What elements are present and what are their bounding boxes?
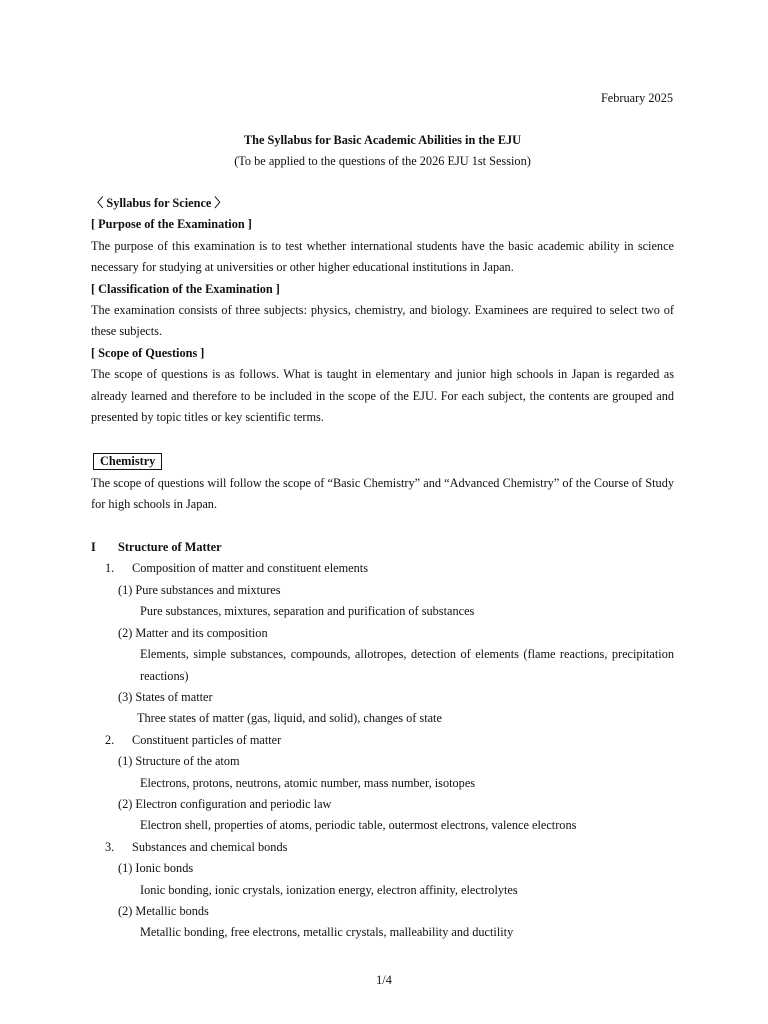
- sub-item-title: (2) Metallic bonds: [118, 903, 209, 918]
- purpose-text: The purpose of this examination is to test whether international students have the basic academic ability in science necessary for studying at universities or other higher educational institutions in Japan.: [91, 238, 674, 275]
- classification-text: The examination consists of three subjects: physics, chemistry, and biology. Examinees are required to select two of these subjects.: [91, 303, 674, 339]
- page-number: 1/4: [376, 973, 392, 987]
- classification-heading: [ Classification of the Examination ]: [91, 281, 280, 296]
- scope-heading: [ Scope of Questions ]: [91, 345, 205, 360]
- title-block: [91, 130, 674, 173]
- sub-item-title: (1) Pure substances and mixtures: [118, 582, 281, 597]
- sub-item-content: Electrons, protons, neutrons, atomic number, mass number, isotopes: [140, 775, 476, 790]
- list-item: [91, 837, 674, 858]
- section-heading: [91, 537, 674, 558]
- list-item: [91, 730, 674, 751]
- section-title: Structure of Matter: [118, 540, 222, 555]
- document-subtitle: (To be applied to the questions of the 2026 EJU 1st Session): [234, 154, 531, 169]
- document-title: The Syllabus for Basic Academic Abilities in the EJU: [243, 133, 522, 147]
- sub-item-title: (1) Structure of the atom: [118, 754, 240, 769]
- spacer: [91, 428, 674, 449]
- sub-item-content: Three states of matter (gas, liquid, and solid), changes of state: [137, 711, 442, 726]
- subject-label: Chemistry: [93, 453, 162, 470]
- item-title: Composition of matter and constituent elements: [132, 561, 368, 576]
- sub-item-content: Ionic bonding, ionic crystals, ionization energy, electron affinity, electrolytes: [140, 882, 518, 897]
- document-date: February 2025: [600, 91, 673, 105]
- document-body: [91, 193, 674, 944]
- item-title: Substances and chemical bonds: [132, 839, 288, 854]
- sub-item-title: (1) Ionic bonds: [118, 861, 194, 876]
- item-number: 2.: [105, 732, 115, 747]
- sub-item-content: Metallic bonding, free electrons, metallic crystals, malleability and ductility: [140, 925, 514, 940]
- spacer: [91, 516, 674, 537]
- sub-item-title: (2) Matter and its composition: [118, 625, 268, 640]
- subject-label-row: [91, 450, 674, 473]
- section-number: I: [91, 540, 96, 555]
- subject-text: The scope of questions will follow the scope of “Basic Chemistry” and “Advanced Chemistry” of the Course of Study for high schools in Japan.: [91, 475, 674, 512]
- item-number: 3.: [105, 839, 115, 854]
- list-item: [91, 558, 674, 579]
- scope-text: The scope of questions is as follows. What is taught in elementary and junior high schools in Japan is regarded as already learned and therefore to be included in the scope of the EJU. For each subject, the contents are grouped and presented by topic titles or key scientific terms.: [91, 367, 674, 425]
- sub-item-title: (2) Electron configuration and periodic law: [118, 796, 332, 811]
- sub-item-content: Electron shell, properties of atoms, periodic table, outermost electrons, valence electrons: [140, 818, 577, 833]
- sub-item-content: Pure substances, mixtures, separation and purification of substances: [140, 604, 475, 619]
- item-title: Constituent particles of matter: [132, 732, 282, 747]
- purpose-heading: [ Purpose of the Examination ]: [91, 217, 252, 232]
- sub-item-title: (3) States of matter: [118, 689, 213, 704]
- sub-item-content: Elements, simple substances, compounds, allotropes, detection of elements (flame reactions, precipitation reactions): [140, 647, 674, 683]
- item-number: 1.: [105, 561, 115, 576]
- syllabus-label: 〈 Syllabus for Science 〉: [91, 196, 227, 210]
